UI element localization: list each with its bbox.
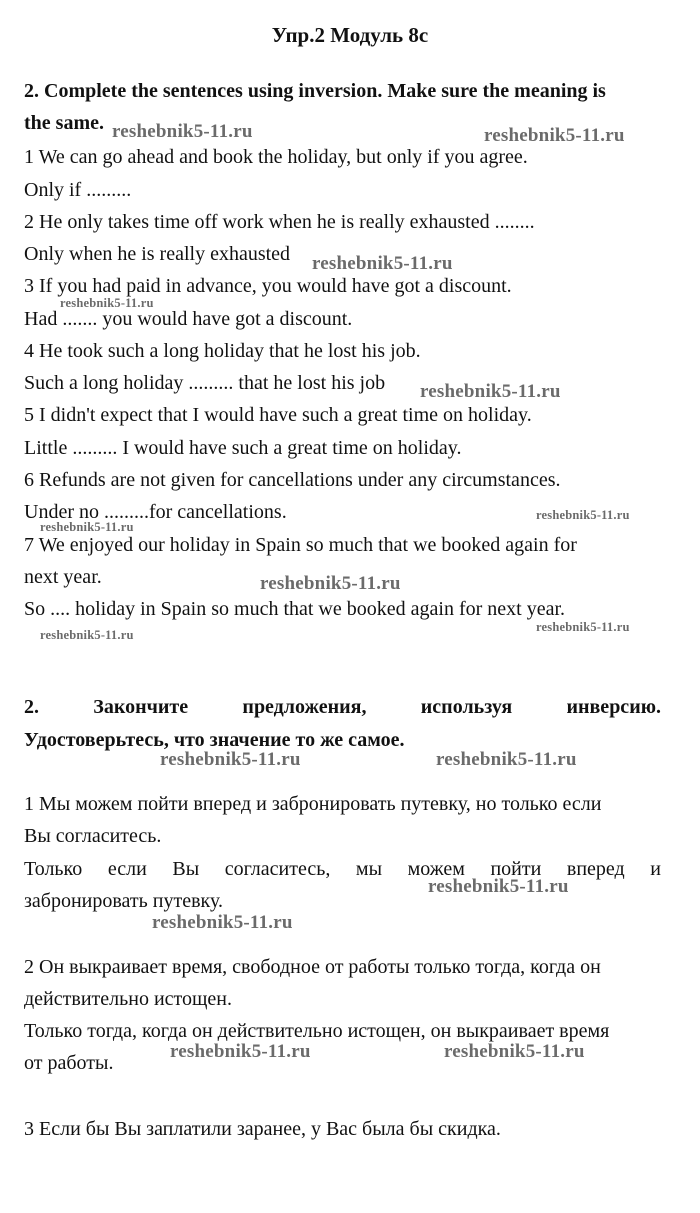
watermark: reshebnik5-11.ru bbox=[40, 520, 134, 534]
exercise-heading-en: 2. Complete the sentences using inversion. Make sure the meaning is bbox=[24, 80, 606, 102]
sentence-line: 6 Refunds are not given for cancellations under any circumstances. bbox=[24, 469, 561, 491]
exercise-heading-ru: 2. Закончите предложения, используя инверсию. bbox=[24, 696, 661, 718]
sentence-line: действительно истощен. bbox=[24, 988, 232, 1010]
watermark: reshebnik5-11.ru bbox=[60, 296, 154, 310]
watermark: reshebnik5-11.ru bbox=[536, 508, 630, 522]
sentence-line: Вы согласитесь. bbox=[24, 825, 162, 847]
watermark: reshebnik5-11.ru bbox=[444, 1041, 585, 1062]
watermark: reshebnik5-11.ru bbox=[260, 573, 401, 594]
watermark: reshebnik5-11.ru bbox=[420, 381, 561, 402]
watermark: reshebnik5-11.ru bbox=[170, 1041, 311, 1062]
sentence-line: Только если Вы согласитесь, мы можем пойти вперед и bbox=[24, 858, 661, 880]
watermark: reshebnik5-11.ru bbox=[152, 912, 293, 933]
sentence-line: Had ....... you would have got a discount. bbox=[24, 308, 353, 330]
sentence-line: забронировать путевку. bbox=[24, 890, 223, 912]
sentence-line: Little ......... I would have such a great time on holiday. bbox=[24, 437, 462, 459]
sentence-line: 1 Мы можем пойти вперед и забронировать путевку, но только если bbox=[24, 793, 602, 815]
sentence-line: 7 We enjoyed our holiday in Spain so much that we booked again for bbox=[24, 534, 577, 556]
sentence-line: Только тогда, когда он действительно истощен, он выкраивает время bbox=[24, 1020, 610, 1042]
sentence-line: 1 We can go ahead and book the holiday, but only if you agree. bbox=[24, 146, 528, 168]
watermark: reshebnik5-11.ru bbox=[40, 628, 134, 642]
watermark: reshebnik5-11.ru bbox=[112, 121, 253, 142]
sentence-line: 2 Он выкраивает время, свободное от работы только тогда, когда он bbox=[24, 956, 601, 978]
watermark: reshebnik5-11.ru bbox=[312, 253, 453, 274]
watermark: reshebnik5-11.ru bbox=[428, 876, 569, 897]
page-title: Упр.2 Модуль 8c bbox=[271, 23, 429, 47]
watermark: reshebnik5-11.ru bbox=[160, 749, 301, 770]
sentence-line: next year. bbox=[24, 566, 102, 588]
sentence-line: Only when he is really exhausted bbox=[24, 243, 291, 265]
sentence-line: Under no .........for cancellations. bbox=[24, 501, 287, 523]
sentence-line: Such a long holiday ......... that he lost his job bbox=[24, 372, 386, 394]
watermark: reshebnik5-11.ru bbox=[484, 125, 625, 146]
watermark: reshebnik5-11.ru bbox=[536, 620, 630, 634]
sentence-line: 5 I didn't expect that I would have such a great time on holiday. bbox=[24, 404, 532, 426]
watermark: reshebnik5-11.ru bbox=[436, 749, 577, 770]
sentence-line: 3 If you had paid in advance, you would have got a discount. bbox=[24, 275, 512, 297]
sentence-line: 4 He took such a long holiday that he lost his job. bbox=[24, 340, 421, 362]
sentence-line: от работы. bbox=[24, 1052, 114, 1074]
sentence-line: 2 He only takes time off work when he is really exhausted ........ bbox=[24, 211, 535, 233]
exercise-heading-ru-cont: Удостоверьтесь, что значение то же самое. bbox=[24, 729, 405, 751]
sentence-line: So .... holiday in Spain so much that we booked again for next year. bbox=[24, 598, 566, 620]
sentence-line: Only if ......... bbox=[24, 179, 132, 201]
sentence-line: 3 Если бы Вы заплатили заранее, у Вас была бы скидка. bbox=[24, 1118, 501, 1140]
exercise-heading-en-cont: the same. bbox=[24, 112, 104, 134]
